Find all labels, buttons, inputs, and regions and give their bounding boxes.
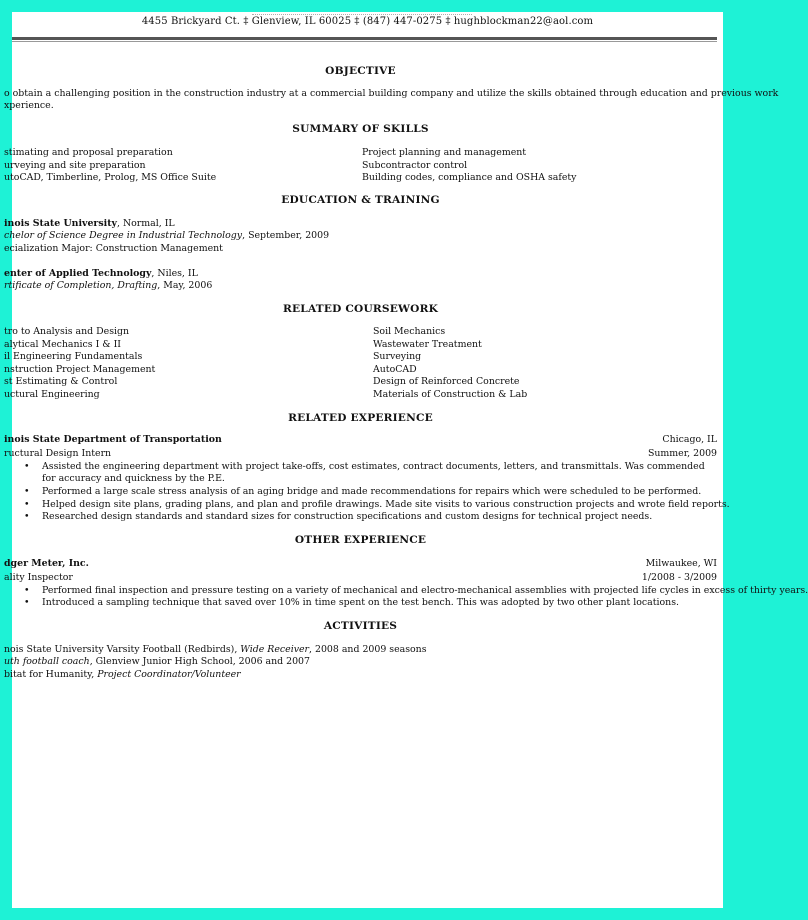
skill-item: Project planning and management	[362, 147, 527, 158]
degree-name: rtificate of Completion, Drafting	[4, 280, 158, 291]
bullet-text: Performed a large scale stress analysis of an aging bridge and made recommendations for repairs which were scheduled to be performed.	[42, 486, 702, 497]
header-rule	[12, 37, 717, 40]
experience-bullet	[24, 597, 714, 609]
degree-date: , May, 2006	[157, 280, 213, 291]
activity-item	[4, 644, 427, 656]
bullet-text: Introduced a sampling technique that saved over 10% in time spent on the test bench. This was adopted by two other plant locations.	[42, 597, 679, 608]
experience-bullet	[24, 461, 714, 486]
activity-org: , Glenview Junior High School, 2006 and 2007	[89, 656, 310, 667]
course-item: Wastewater Treatment	[373, 339, 482, 350]
course-item: alytical Mechanics I & II	[4, 339, 121, 350]
bullet-glyph: •	[24, 499, 30, 510]
degree-name: chelor of Science Degree in Industrial Technology	[4, 230, 243, 241]
course-item: Soil Mechanics	[373, 326, 446, 337]
bullet-glyph: •	[24, 585, 30, 596]
activity-role: Project Coordinator/Volunteer	[97, 669, 241, 680]
objective-text-line-2: xperience.	[4, 100, 54, 111]
education-degree-1	[4, 230, 329, 242]
course-item: Materials of Construction & Lab	[373, 389, 528, 400]
experience-bullet	[24, 486, 714, 498]
activity-role: uth football coach	[4, 656, 90, 667]
school-name: enter of Applied Technology	[4, 268, 152, 279]
objective-heading: OBJECTIVE	[325, 65, 396, 77]
experience-bullet	[24, 585, 808, 597]
skills-heading: SUMMARY OF SKILLS	[292, 123, 429, 135]
contact-line: 4455 Brickyard Ct. ‡ Glenview, IL 60025 ‡ (847) 447-0275 ‡ hughblockman22@aol.com	[141, 16, 594, 27]
bullet-text: Performed final inspection and pressure testing on a variety of mechanical and electro-mechanical assemblies with projected life cycles in excess of thirty years.	[42, 585, 808, 596]
course-item: Surveying	[373, 351, 422, 362]
course-item: AutoCAD	[373, 364, 417, 375]
activity-org: nois State University Varsity Football (Redbirds),	[4, 644, 241, 655]
bullet-glyph: •	[24, 486, 30, 497]
school-location: , Niles, IL	[151, 268, 198, 279]
employer-name: inois State Department of Transportation	[4, 434, 222, 445]
related-experience-heading: RELATED EXPERIENCE	[288, 412, 433, 424]
bullet-glyph: •	[24, 597, 30, 608]
activity-role: Wide Receiver	[240, 644, 310, 655]
activities-heading: ACTIVITIES	[323, 620, 398, 632]
employer-location: Chicago, IL	[662, 434, 717, 445]
bullet-text: Assisted the engineering department with project take-offs, cost estimates, contract documents, letters, and transmittals. Was commended for accuracy and quickness by the P.E.	[42, 461, 705, 485]
course-item: st Estimating & Control	[4, 376, 118, 387]
bullet-glyph: •	[24, 461, 30, 472]
activity-dates: , 2008 and 2009 seasons	[309, 644, 427, 655]
degree-date: , September, 2009	[242, 230, 330, 241]
header-rule-thin	[12, 41, 717, 42]
skill-item: utoCAD, Timberline, Prolog, MS Office Suite	[4, 172, 217, 183]
education-major-1: ecialization Major: Construction Management	[4, 243, 223, 254]
bullet-text: Helped design site plans, grading plans, and plan and profile drawings. Made site visits to various construction projects and wrote field reports.	[42, 499, 730, 510]
experience-bullet	[24, 511, 714, 523]
education-heading: EDUCATION & TRAINING	[281, 194, 440, 206]
bullet-glyph: •	[24, 511, 30, 522]
education-degree-2	[4, 280, 212, 292]
coursework-heading: RELATED COURSEWORK	[283, 303, 438, 315]
activity-org: bitat for Humanity,	[4, 669, 98, 680]
job-title: ructural Design Intern	[4, 448, 112, 459]
employer-location: Milwaukee, WI	[645, 558, 717, 569]
employer-name: dger Meter, Inc.	[4, 558, 89, 569]
cropped-name-header	[252, 6, 472, 15]
skill-item: urveying and site preparation	[4, 160, 146, 171]
course-item: uctural Engineering	[4, 389, 100, 400]
education-school-1	[4, 218, 175, 230]
job-title: ality Inspector	[4, 572, 73, 583]
objective-text-line-1: o obtain a challenging position in the construction industry at a commercial building company and utilize the skills obtained through education and previous work	[4, 88, 779, 99]
activity-item	[4, 669, 241, 681]
education-school-2	[4, 268, 198, 280]
job-dates: 1/2008 - 3/2009	[641, 572, 717, 583]
skill-item: stimating and proposal preparation	[4, 147, 173, 158]
course-item: nstruction Project Management	[4, 364, 156, 375]
skill-item: Building codes, compliance and OSHA safety	[362, 172, 577, 183]
school-location: , Normal, IL	[117, 218, 175, 229]
other-experience-heading: OTHER EXPERIENCE	[294, 534, 427, 546]
activity-item	[4, 656, 310, 668]
course-item: il Engineering Fundamentals	[4, 351, 143, 362]
bullet-text: Researched design standards and standard sizes for construction specifications and custom designs for technical project needs.	[42, 511, 653, 522]
school-name: inois State University	[4, 218, 117, 229]
course-item: tro to Analysis and Design	[4, 326, 130, 337]
course-item: Design of Reinforced Concrete	[373, 376, 520, 387]
experience-bullet	[24, 499, 730, 511]
job-dates: Summer, 2009	[647, 448, 717, 459]
skill-item: Subcontractor control	[362, 160, 468, 171]
resume-page	[4, 12, 808, 908]
